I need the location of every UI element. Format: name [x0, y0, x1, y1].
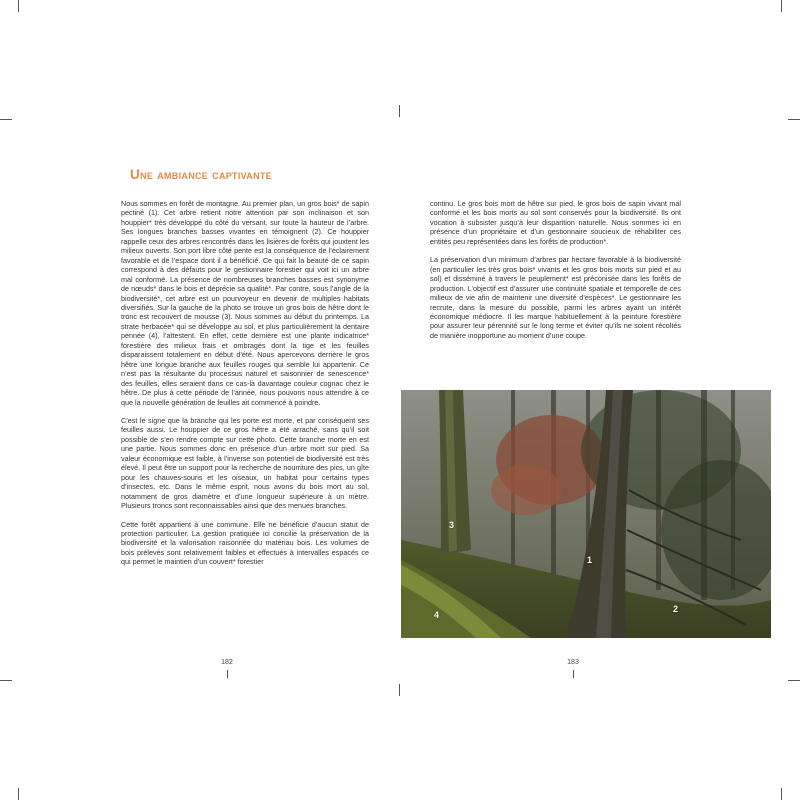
photo-label-4: 4: [434, 610, 440, 620]
crop-mark: [781, 0, 782, 12]
folio-tick: [573, 670, 574, 678]
forest-photo: [401, 390, 771, 638]
forest-illustration: [401, 390, 771, 638]
paragraph: Cette forêt appartient à une commune. Elle ne bénéficie d’aucun statut de protection particulier. La gestion pratiquée ici concilie la préservation de la biodiversité et la valorisation raisonnée du matériau bois. Les volumes de bois prélevés sont relativement faibles et effectués à intervalles espacés ce qui permet le maintien d’un couvert* forestier: [121, 519, 369, 567]
photo-label-1: 1: [587, 555, 593, 565]
crop-mark: [399, 105, 400, 117]
section-title: Une ambiance captivante: [130, 167, 272, 182]
photo-label-3: 3: [449, 520, 455, 530]
paragraph: C’est le signe que la branche qui les porte est morte, et par conséquent ses feuilles aussi. Le houppier de ce gros hêtre a été arraché, sans qu’il soit possible de s’en rendre compte sur cette photo. Cette branche morte en est une partie. Nous sommes donc en présence d’un arbre mort sur pied. Sa valeur économique est faible, à l’inverse son potentiel de biodiversité est très élevé. Il peut être un support pour la recherche de nourriture des pics, un gîte pour les chauves-souris et les oiseaux, un habitat pour certains types d’insectes, etc. Dans le même esprit, nous avons du bois mort au sol, notamment de gros diamètre et d’une longueur supérieure à un mètre. Plusieurs troncs sont reconnaissables ainsi que des menues branches.: [121, 415, 369, 511]
left-text-column: [121, 199, 369, 576]
page-number-left: 182: [221, 659, 233, 666]
paragraph: Nous sommes en forêt de montagne. Au premier plan, un gros bois* de sapin pectiné (1). Cet arbre retient notre attention par son inclinaison et son houppier* très développé du côté du versant, sur toute la hauteur de l’arbre. Ses longues branches basses vivantes en témoignent (2). Ce houppier rappelle ceux des arbres rencontrés dans les lisières de forêts qui jouxtent les milieux ouverts. Son port libre côté pente est la conséquence de l’éclairement favorable et de l’espace dont il a bénéficié. Ce qui fait la beauté de ce sapin correspond à des défauts pour le gestionnaire forestier qui voit ici un arbre mal conformé. La présence de nombreuses branches basses est synonyme de nœuds* dans le bois et déprécie sa qualité*. Par contre, sous l’angle de la biodiversité*, cet arbre est un pourvoyeur en devenir de multiples habitats diversifiés. Sur la gauche de la photo se trouve un gros bois de hêtre dont le tronc est recouvert de mousse (3). Nous sommes au début du printemps. La strate herbacée* qui se développe au sol, et plus particulièrement la dentaire pennée (4), l’attestent. En effet, cette dernière est une plante indicatrice* forestière des milieux frais et ombragés dont la tige et les feuilles disparaissent totalement en début d’été. Nous apercevons derrière le gros hêtre une longue branche aux feuilles rouges qui semble lui appartenir. Ce n’est pas la résultante du processus naturel et saisonnier de senescence* des feuilles, elles seraient dans ce cas-là davantage couleur cognac chez le hêtre. De plus à cette période de l’année, nous pouvons nous attendre à ce que la nouvelle génération de feuilles ait commencé à poindre.: [121, 199, 369, 407]
crop-mark: [788, 119, 800, 120]
crop-mark: [0, 119, 12, 120]
page-number-right: 183: [567, 659, 579, 666]
right-text-column: [430, 199, 681, 349]
paragraph: La préservation d’un minimum d’arbres par hectare favorable à la biodiversité (en particulier les très gros bois* vivants et les gros bois morts sur pied et au sol) et disséminé à travers le peuplement* est préconisée dans les forêts de production. L’objectif est d’assurer une continuité spatiale et temporelle de ces milieux de vie afin de maintenir une diversité d’espèces*. Le gestionnaire les recrute, dans la mesure du possible, parmi les arbres ayant un intérêt économique médiocre. Il les marque habituellement à la peinture forestière pour assurer leur pérennité sur le long terme et éviter qu’ils ne soient récoltés de manière inopportune au moment d’une coupe.: [430, 255, 681, 340]
crop-mark: [18, 788, 19, 800]
crop-mark: [788, 680, 800, 681]
crop-mark: [781, 788, 782, 800]
crop-mark: [18, 0, 19, 12]
crop-mark: [399, 684, 400, 696]
folio-tick: [227, 670, 228, 678]
crop-mark: [0, 680, 12, 681]
paragraph: continu. Le gros bois mort de hêtre sur pied, le gros bois de sapin vivant mal conformé et les bois morts au sol sont conservés pour la biodiversité. Ils ont vocation à subsister jusqu’à leur disparition naturelle. Nous sommes ici en présence d’un propriétaire et d’un gestionnaire soucieux de réhabiliter ces entités peu représentées dans les forêts de production*.: [430, 199, 681, 246]
photo-label-2: 2: [673, 604, 679, 614]
